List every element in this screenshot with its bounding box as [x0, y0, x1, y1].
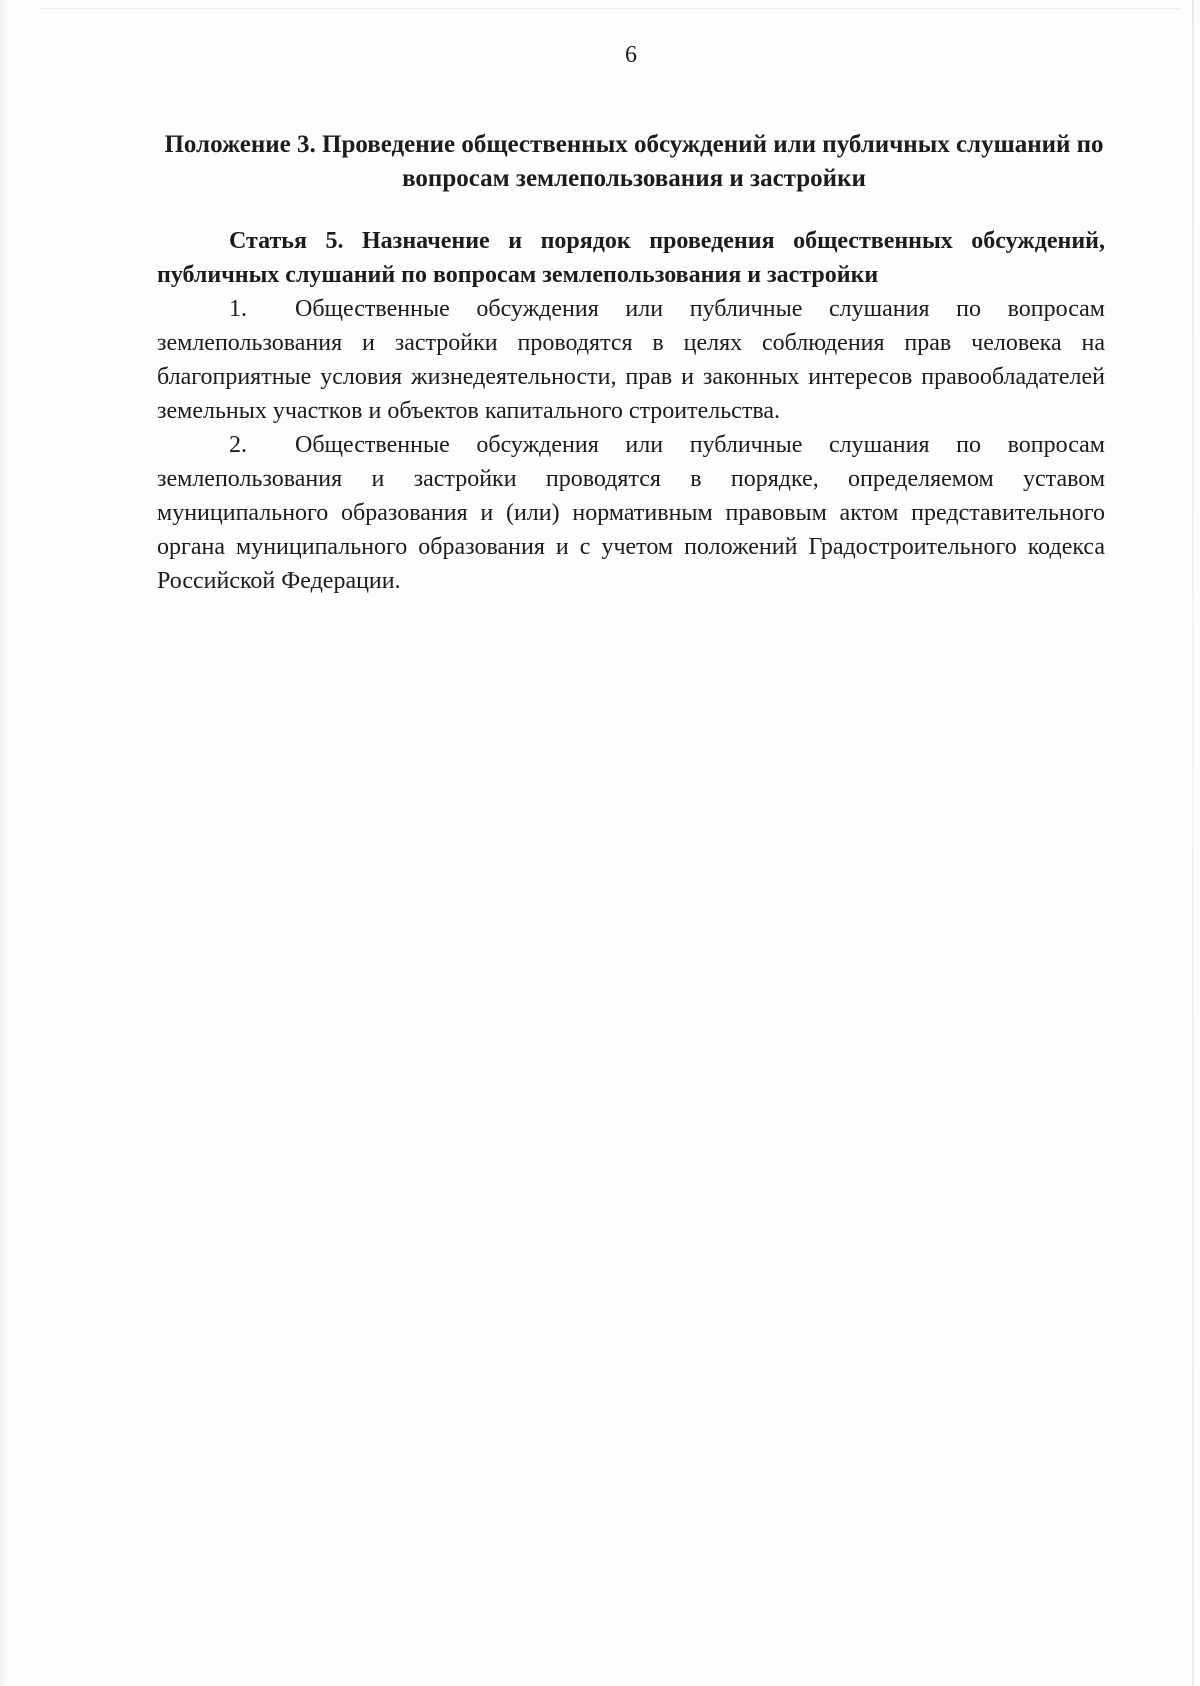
scan-edge-right	[1192, 0, 1194, 1686]
paragraph-number: 2.	[229, 432, 247, 458]
paragraph-text: Общественные обсуждения или публичные слушания по вопросам землепользования и застройки проводятся в порядке, определяемом уставом муниципального образования и (или) нормативным правовым актом представительного органа муниципального образования и с учетом положений Градостроительного кодекса Российской Федерации.	[157, 432, 1105, 594]
paragraph-number: 1.	[229, 296, 247, 322]
article-title: Статья 5. Назначение и порядок проведения общественных обсуждений, публичных слушаний по вопросам землепользования и застройки	[157, 228, 1105, 288]
scan-edge-top	[40, 8, 1180, 9]
scan-edge-left	[0, 0, 10, 1686]
article-paragraph-2	[157, 428, 1105, 598]
section-title: Положение 3. Проведение общественных обсуждений или публичных слушаний по вопросам землепользования и застройки	[164, 131, 1104, 192]
paragraph-text: Общественные обсуждения или публичные слушания по вопросам землепользования и застройки проводятся в целях соблюдения прав человека на благоприятные условия жизнедеятельности, прав и законных интересов правообладателей земельных участков и объектов капитального строительства.	[157, 296, 1105, 424]
page-number: 6	[625, 42, 637, 68]
article-paragraph-1	[157, 292, 1105, 428]
